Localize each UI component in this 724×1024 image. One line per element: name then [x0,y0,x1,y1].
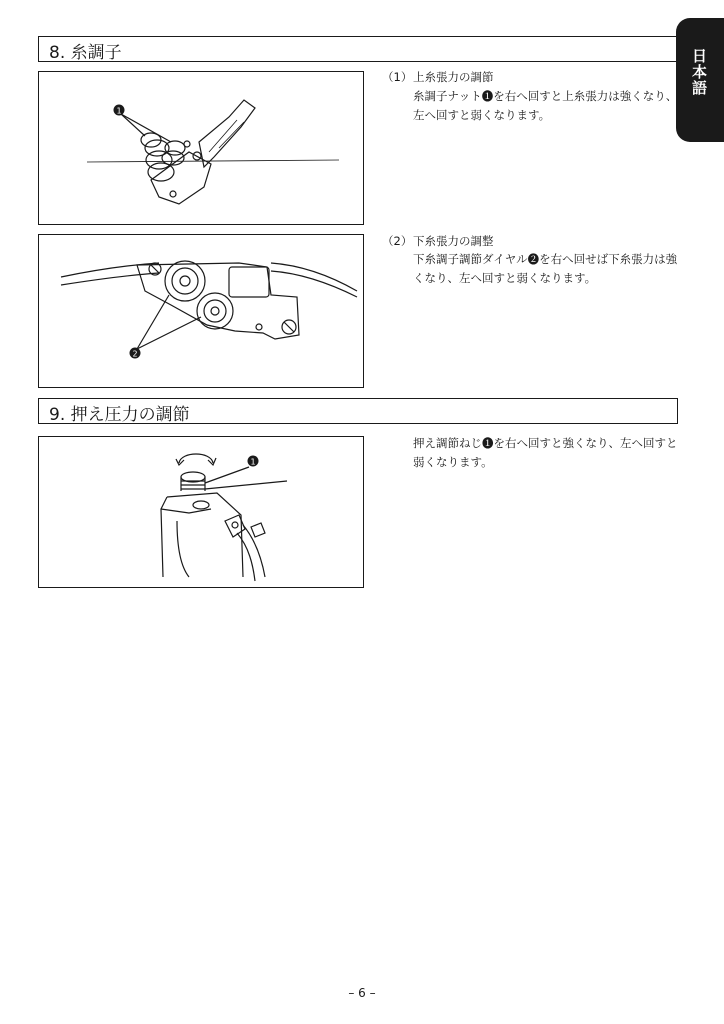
language-tab [676,18,724,142]
figure-upper-thread-tension [38,71,364,225]
section-heading-presser-pressure [38,398,678,424]
section-heading-thread-tension [38,36,678,62]
tension-dial-illustration [39,235,365,389]
figure-presser-regulator [38,436,364,588]
item-number: （2） [382,234,413,248]
item-number: （1） [382,70,413,84]
item-body: 糸調子ナット❶を右へ回すと上糸張力は強くなり、左へ回すと弱くなります。 [413,89,678,122]
item-heading: 下糸張力の調整 [413,234,494,248]
page-number: – 6 – [348,986,376,1000]
svg-text:2: 2 [132,349,138,359]
figure-bobbin-thread-tension [38,234,364,388]
section-title: 9. 押え圧力の調節 [49,405,190,425]
language-tab-label: 日本語 [690,48,708,96]
item-body: 押え調節ねじ❶を右へ回すと強くなり、左へ回すと弱くなります。 [413,436,678,469]
section-title: 8. 糸調子 [49,43,122,63]
svg-text:1: 1 [116,106,122,116]
item-heading: 上糸張力の調節 [413,70,494,84]
presser-screw-illustration [39,437,365,589]
tension-nut-illustration [39,72,365,226]
svg-text:1: 1 [250,457,256,467]
item-body: 下糸調子調節ダイヤル❷を右へ回せば下糸張力は強くなり、左へ回すと弱くなります。 [413,252,678,285]
